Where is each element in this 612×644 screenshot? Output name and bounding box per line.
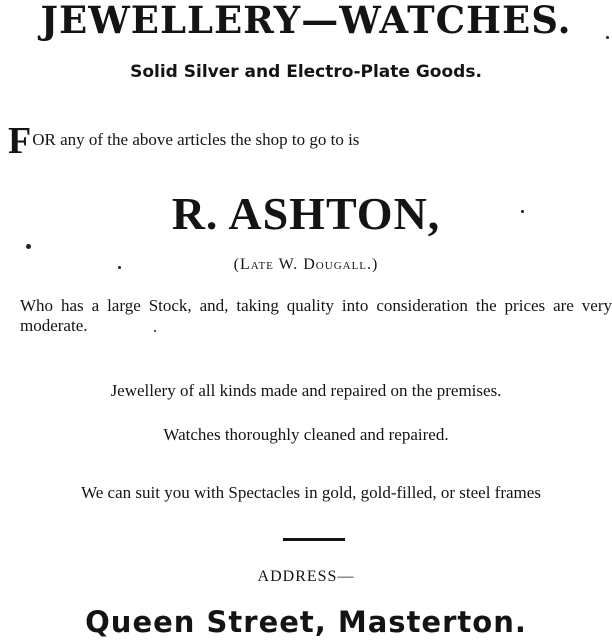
subheadline: Solid Silver and Electro-Plate Goods. (130, 62, 482, 82)
proprietor-name: R. ASHTON, (171, 188, 441, 239)
intro-caps: OR (32, 130, 56, 149)
ink-speck (26, 244, 31, 249)
headline: JEWELLERY—WATCHES. (40, 0, 572, 42)
divider-rule (283, 538, 345, 541)
ink-speck (118, 266, 121, 269)
address: Queen Street, Masterton. (85, 605, 527, 639)
stock-paragraph: Who has a large Stock, and, taking quality into consideration the prices are very moderate. (20, 296, 612, 335)
service-watches: Watches thoroughly cleaned and repaired. (163, 425, 449, 444)
ink-speck (606, 36, 609, 39)
service-jewellery: Jewellery of all kinds made and repaired on the premises. (110, 381, 502, 400)
intro-line (8, 120, 608, 162)
ink-speck (154, 330, 156, 332)
address-label: ADDRESS— (257, 568, 355, 585)
service-spectacles: We can suit you with Spectacles in gold, gold-filled, or steel frames (81, 483, 541, 502)
drop-cap: F (8, 120, 32, 162)
ink-speck (521, 210, 524, 213)
intro-text: any of the above articles the shop to go to is (55, 130, 360, 149)
formerly-note: (Late W. Dougall.) (233, 256, 379, 273)
